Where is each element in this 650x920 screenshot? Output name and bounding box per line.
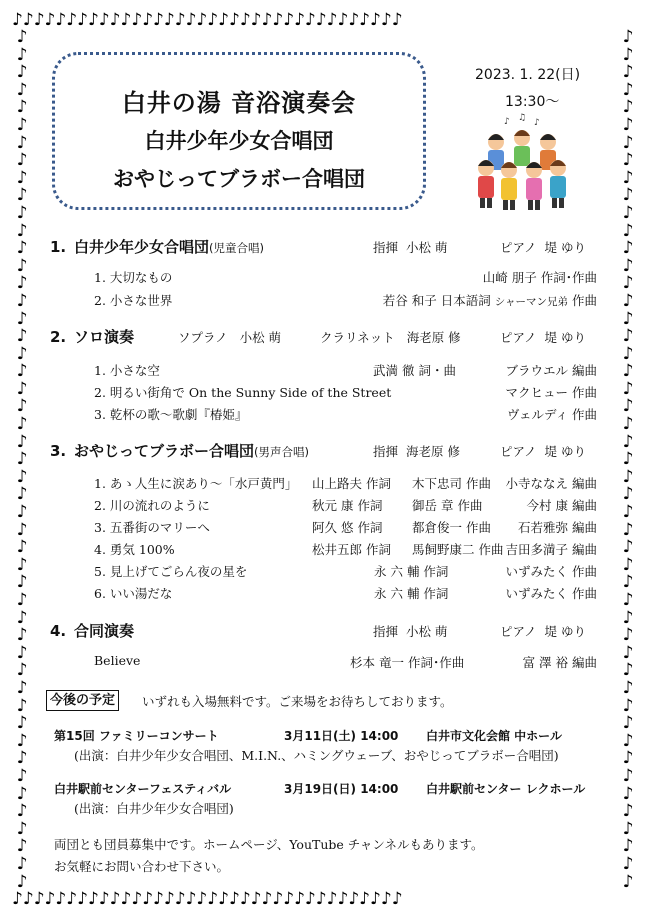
music-note-icon: ♪ bbox=[16, 554, 28, 575]
music-note-icon: ♪ bbox=[622, 748, 634, 769]
music-note-icon: ♪ bbox=[622, 62, 634, 83]
music-note-icon: ♪ bbox=[16, 290, 28, 311]
music-note-icon: ♪ bbox=[622, 730, 634, 751]
section-2-pianist: ピアノ 堤 ゆり bbox=[500, 330, 586, 345]
item-credit: 山崎 朋子 作詞･作曲 bbox=[482, 270, 597, 285]
music-note-icon: ♪ bbox=[16, 114, 28, 135]
music-note-icon: ♪ bbox=[16, 238, 28, 259]
item-composer: 御岳 章 作曲 bbox=[412, 498, 483, 513]
border-right-notes bbox=[618, 29, 638, 891]
music-note-icon: ♪ bbox=[622, 308, 634, 329]
music-note-icon: ♪ bbox=[16, 414, 28, 435]
music-note-icon: ♪ bbox=[16, 343, 28, 364]
section-4-pianist: ピアノ 堤 ゆり bbox=[500, 624, 586, 639]
music-note-icon: ♪ bbox=[622, 818, 634, 839]
program-item: Believe bbox=[94, 653, 141, 668]
item-lyricist: 永 六 輔 作詞 bbox=[374, 586, 449, 601]
music-note-icon: ♪ bbox=[16, 132, 28, 153]
music-note-icon: ♪ bbox=[622, 537, 634, 558]
section-3-heading: 3. おやじってブラボー合唱団(男声合唱) bbox=[50, 442, 309, 460]
music-note-icon: ♪ bbox=[622, 361, 634, 382]
music-note-icon: ♪ bbox=[622, 202, 634, 223]
item-lyricist: 阿久 悠 作詞 bbox=[312, 520, 383, 535]
border-left-notes bbox=[12, 29, 32, 891]
music-note-icon: ♪ bbox=[16, 871, 28, 891]
item-credit: 若谷 和子 日本語詞 シャーマン兄弟 作曲 bbox=[382, 293, 597, 308]
music-note-icon: ♪ bbox=[16, 748, 28, 769]
music-note-icon: ♪ bbox=[622, 572, 634, 593]
music-note-icon: ♪ bbox=[622, 677, 634, 698]
item-composer: いずみたく 作曲 bbox=[505, 586, 597, 601]
music-note-icon: ♪ bbox=[16, 308, 28, 329]
section-3-pianist: ピアノ 堤 ゆり bbox=[500, 444, 586, 459]
item-credit: 杉本 竜一 作詞･作曲 bbox=[350, 655, 465, 670]
music-note-icon: ♪ bbox=[622, 79, 634, 100]
music-note-icon: ♪ bbox=[622, 502, 634, 523]
event-venue: 白井市文化会館 中ホール bbox=[426, 729, 562, 743]
section-1-conductor: 指揮 小松 萌 bbox=[373, 240, 448, 255]
music-note-icon: ♪ bbox=[622, 396, 634, 417]
music-note-icon: ♪ bbox=[622, 466, 634, 487]
svg-text:♪: ♪ bbox=[504, 117, 510, 127]
music-note-icon: ♪ bbox=[622, 29, 634, 47]
music-note-icon: ♪ bbox=[622, 414, 634, 435]
recruit-note: 両団とも団員募集中です。ホームページ、YouTube チャンネルもあります。 bbox=[54, 837, 484, 852]
music-note-icon: ♪ bbox=[16, 502, 28, 523]
music-note-icon: ♪ bbox=[622, 150, 634, 171]
music-note-icon: ♪ bbox=[622, 871, 634, 891]
concert-title: 白井の湯 音浴演奏会 bbox=[121, 89, 357, 117]
music-note-icon: ♪ bbox=[16, 255, 28, 276]
program-item: 1. 大切なもの bbox=[94, 270, 173, 285]
music-note-icon: ♪ bbox=[622, 801, 634, 822]
music-note-icon: ♪ bbox=[16, 361, 28, 382]
music-note-icon: ♪ bbox=[16, 818, 28, 839]
music-note-icon: ♪ bbox=[16, 202, 28, 223]
section-1-pianist: ピアノ 堤 ゆり bbox=[500, 240, 586, 255]
music-note-icon: ♪ bbox=[622, 836, 634, 857]
music-note-icon: ♪ bbox=[622, 660, 634, 681]
music-note-icon: ♪ bbox=[16, 765, 28, 786]
event-date: 3月19日(日) 14:00 bbox=[284, 782, 399, 796]
music-note-icon: ♪ bbox=[622, 519, 634, 540]
title-box bbox=[52, 52, 426, 210]
contact-note: お気軽にお問い合わせ下さい。 bbox=[54, 859, 230, 874]
music-note-icon: ♪ bbox=[16, 273, 28, 294]
item-credit: ヴェルディ 作曲 bbox=[507, 407, 597, 422]
program-item: 2. 小さな世界 bbox=[94, 293, 173, 308]
music-note-icon: ♪ bbox=[16, 607, 28, 628]
music-note-icon: ♪ bbox=[16, 713, 28, 734]
music-note-icon: ♪ bbox=[622, 431, 634, 452]
item-lyricist: 永 六 輔 作詞 bbox=[374, 564, 449, 579]
music-note-icon: ♪ bbox=[16, 677, 28, 698]
item-arranger: 小寺ななえ 編曲 bbox=[505, 476, 597, 491]
border-bottom-notes: ♪♪♪♪♪♪♪♪♪♪♪♪♪♪♪♪♪♪♪♪♪♪♪♪♪♪♪♪♪♪♪♪♪♪♪♪ bbox=[12, 891, 403, 908]
border-top-notes: ♪♪♪♪♪♪♪♪♪♪♪♪♪♪♪♪♪♪♪♪♪♪♪♪♪♪♪♪♪♪♪♪♪♪♪♪ bbox=[12, 12, 403, 29]
item-composer: 都倉俊一 作曲 bbox=[412, 520, 491, 535]
music-note-icon: ♪ bbox=[16, 836, 28, 857]
music-note-icon: ♪ bbox=[622, 695, 634, 716]
music-note-icon: ♪ bbox=[16, 62, 28, 83]
event-cast: (出演：白井少年少女合唱団、M.I.N.、ハミングウェーブ、おやじってブラボー合唱団) bbox=[74, 748, 559, 763]
music-note-icon: ♪ bbox=[622, 220, 634, 241]
music-note-icon: ♪ bbox=[622, 853, 634, 874]
item-composer: 馬飼野康二 作曲 bbox=[412, 542, 504, 557]
music-note-icon: ♪ bbox=[622, 255, 634, 276]
music-note-icon: ♪ bbox=[622, 554, 634, 575]
svg-text:♪: ♪ bbox=[534, 118, 540, 128]
event-date: 3月11日(土) 14:00 bbox=[284, 729, 399, 743]
section-2-soprano: ソプラノ 小松 萌 bbox=[178, 330, 282, 345]
music-note-icon: ♪ bbox=[16, 97, 28, 118]
program-item: 5. 見上げてごらん夜の星を bbox=[94, 564, 248, 579]
program-item: 2. 明るい街角で On the Sunny Side of the Street bbox=[94, 385, 392, 400]
music-note-icon: ♪ bbox=[16, 431, 28, 452]
music-note-icon: ♪ bbox=[16, 695, 28, 716]
music-note-icon: ♪ bbox=[16, 185, 28, 206]
music-note-icon: ♪ bbox=[622, 343, 634, 364]
music-note-icon: ♪ bbox=[622, 607, 634, 628]
music-note-icon: ♪ bbox=[622, 290, 634, 311]
music-note-icon: ♪ bbox=[622, 642, 634, 663]
free-admission-note: いずれも入場無料です。ご来場をお待ちしております。 bbox=[142, 694, 453, 709]
section-1-heading: 1. 白井少年少女合唱団(児童合唱) bbox=[50, 238, 264, 256]
music-note-icon: ♪ bbox=[16, 396, 28, 417]
section-2-clarinet: クラリネット 海老原 修 bbox=[320, 330, 461, 345]
music-note-icon: ♪ bbox=[16, 79, 28, 100]
section-3-conductor: 指揮 海老原 修 bbox=[373, 444, 460, 459]
music-note-icon: ♪ bbox=[16, 642, 28, 663]
item-credit: マクヒュー 作曲 bbox=[505, 385, 597, 400]
music-note-icon: ♪ bbox=[16, 378, 28, 399]
music-note-icon: ♪ bbox=[622, 783, 634, 804]
music-note-icon: ♪ bbox=[622, 185, 634, 206]
program-item: 2. 川の流れのように bbox=[94, 498, 210, 513]
music-note-icon: ♪ bbox=[16, 625, 28, 646]
event-cast: (出演：白井少年少女合唱団) bbox=[74, 801, 234, 816]
program-item: 3. 五番街のマリーへ bbox=[94, 520, 210, 535]
program-item: 1. あゝ人生に涙あり～「水戸黄門」 bbox=[94, 476, 298, 491]
svg-text:♫: ♫ bbox=[518, 113, 527, 123]
music-note-icon: ♪ bbox=[16, 167, 28, 188]
music-note-icon: ♪ bbox=[622, 326, 634, 347]
choir-name-children: 白井少年少女合唱団 bbox=[144, 129, 334, 153]
music-note-icon: ♪ bbox=[622, 484, 634, 505]
music-note-icon: ♪ bbox=[622, 590, 634, 610]
section-4-heading: 4. 合同演奏 bbox=[50, 622, 135, 640]
music-note-icon: ♪ bbox=[16, 853, 28, 874]
program-item: 6. いい湯だな bbox=[94, 586, 173, 601]
music-note-icon: ♪ bbox=[622, 449, 634, 470]
event-venue: 白井駅前センター レクホール bbox=[426, 782, 586, 796]
concert-date: 2023. 1. 22(日) bbox=[475, 67, 581, 83]
music-note-icon: ♪ bbox=[16, 519, 28, 540]
future-schedule-label: 今後の予定 bbox=[46, 690, 119, 711]
music-note-icon: ♪ bbox=[622, 378, 634, 399]
program-item: 3. 乾杯の歌～歌劇『椿姫』 bbox=[94, 407, 248, 422]
music-note-icon: ♪ bbox=[16, 572, 28, 593]
music-note-icon: ♪ bbox=[622, 713, 634, 734]
music-note-icon: ♪ bbox=[16, 590, 28, 610]
music-note-icon: ♪ bbox=[622, 44, 634, 65]
program-item: 1. 小さな空 bbox=[94, 363, 160, 378]
music-note-icon: ♪ bbox=[622, 132, 634, 153]
music-note-icon: ♪ bbox=[16, 150, 28, 171]
item-arranger: 富 澤 裕 編曲 bbox=[522, 655, 597, 670]
music-note-icon: ♪ bbox=[622, 765, 634, 786]
music-note-icon: ♪ bbox=[16, 466, 28, 487]
program-item: 4. 勇気 100% bbox=[94, 542, 175, 557]
item-credit: ブラウエル 編曲 bbox=[505, 363, 597, 378]
event-name: 第15回 ファミリーコンサート bbox=[54, 729, 219, 743]
music-note-icon: ♪ bbox=[622, 114, 634, 135]
item-composer: いずみたく 作曲 bbox=[505, 564, 597, 579]
item-arranger: 吉田多満子 編曲 bbox=[505, 542, 597, 557]
concert-time: 13:30～ bbox=[505, 94, 560, 110]
music-note-icon: ♪ bbox=[16, 326, 28, 347]
choir-name-men: おやじってブラボー合唱団 bbox=[113, 167, 365, 191]
music-note-icon: ♪ bbox=[622, 238, 634, 259]
item-arranger: 今村 康 編曲 bbox=[526, 498, 597, 513]
event-name: 白井駅前センターフェスティバル bbox=[54, 782, 232, 796]
music-note-icon: ♪ bbox=[16, 220, 28, 241]
music-note-icon: ♪ bbox=[16, 660, 28, 681]
item-lyricist: 秋元 康 作詞 bbox=[312, 498, 383, 513]
music-note-icon: ♪ bbox=[16, 44, 28, 65]
music-note-icon: ♪ bbox=[622, 273, 634, 294]
music-note-icon: ♪ bbox=[16, 730, 28, 751]
section-4-conductor: 指揮 小松 萌 bbox=[373, 624, 448, 639]
music-note-icon: ♪ bbox=[16, 29, 28, 47]
music-note-icon: ♪ bbox=[16, 783, 28, 804]
music-note-icon: ♪ bbox=[622, 625, 634, 646]
music-note-icon: ♪ bbox=[16, 484, 28, 505]
item-credit: 武満 徹 詞・曲 bbox=[373, 363, 456, 378]
music-note-icon: ♪ bbox=[622, 167, 634, 188]
item-lyricist: 山上路夫 作詞 bbox=[312, 476, 391, 491]
item-lyricist: 松井五郎 作詞 bbox=[312, 542, 391, 557]
item-arranger: 石若雅弥 編曲 bbox=[518, 520, 597, 535]
music-note-icon: ♪ bbox=[16, 449, 28, 470]
music-note-icon: ♪ bbox=[16, 801, 28, 822]
item-composer: 木下忠司 作曲 bbox=[412, 476, 491, 491]
music-note-icon: ♪ bbox=[622, 97, 634, 118]
section-2-heading: 2. ソロ演奏 bbox=[50, 328, 135, 346]
choir-illustration bbox=[474, 112, 570, 212]
music-note-icon: ♪ bbox=[16, 537, 28, 558]
